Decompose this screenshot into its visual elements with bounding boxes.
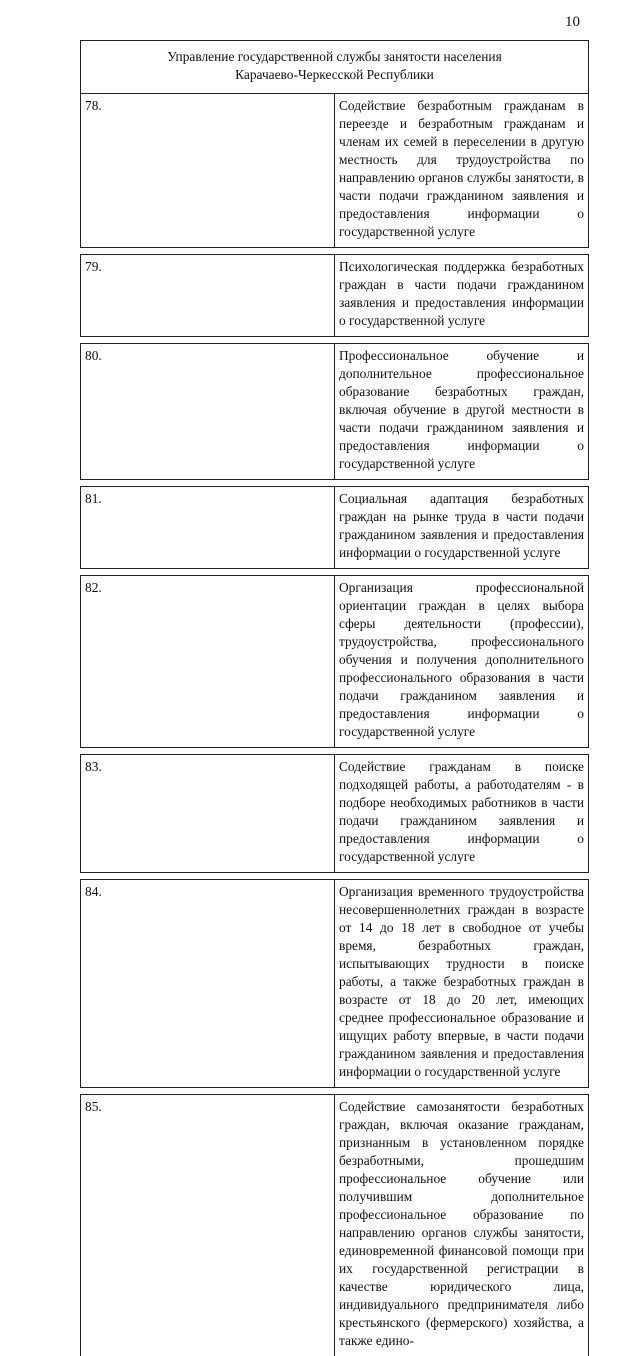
agency-header-line: Управление государственной службы занятости населения: [87, 48, 582, 66]
row-spacer-cell: [81, 337, 589, 344]
row-spacer: [81, 248, 589, 255]
table-row: [81, 755, 589, 873]
row-number: 81.: [81, 487, 335, 569]
table-row: [81, 576, 589, 748]
table-row: [81, 94, 589, 248]
agency-header: [81, 41, 589, 94]
agency-header-line: Карачаево-Черкесской Республики: [87, 66, 582, 84]
table-row: [81, 255, 589, 337]
row-spacer: [81, 1088, 589, 1095]
services-table: [80, 40, 589, 1356]
table-row: [81, 880, 589, 1088]
row-spacer-cell: [81, 748, 589, 755]
row-spacer: [81, 337, 589, 344]
row-spacer-cell: [81, 1088, 589, 1095]
row-number: 79.: [81, 255, 335, 337]
row-spacer-cell: [81, 480, 589, 487]
row-number: 85.: [81, 1095, 335, 1356]
row-text: Профессиональное обучение и дополнительное профессиональное образование безработных граждан, включая обучение в другой местности в части подачи гражданином заявления и предоставления информации о государственной услуге: [335, 344, 589, 480]
row-number: 82.: [81, 576, 335, 748]
table-row: [81, 1095, 589, 1356]
row-text: Организация временного трудоустройства несовершеннолетних граждан в возрасте от 14 до 18 лет в свободное от учебы время, безработных граждан, испытывающих трудности в поиске работы, а также безработных граждан в возрасте от 18 до 20 лет, имеющих среднее профессиональное образование и ищущих работу впервые, в части подачи гражданином заявления и предоставления информации о государственной услуге: [335, 880, 589, 1088]
row-spacer: [81, 569, 589, 576]
row-number: 84.: [81, 880, 335, 1088]
row-text: Социальная адаптация безработных граждан на рынке труда в части подачи гражданином заявления и предоставления информации о государственной услуге: [335, 487, 589, 569]
row-spacer: [81, 873, 589, 880]
page-number: 10: [565, 14, 580, 31]
row-text: Содействие безработным гражданам в переезде и безработным гражданам и членам их семей в переселении в другую местность для трудоустройства по направлению органов службы занятости, в части подачи гражданином заявления и предоставления информации о государственной услуге: [335, 94, 589, 248]
table-header-row: [81, 41, 589, 94]
table-row: [81, 344, 589, 480]
row-spacer-cell: [81, 569, 589, 576]
row-spacer: [81, 748, 589, 755]
row-text: Содействие самозанятости безработных граждан, включая оказание гражданам, признанным в установленном порядке безработными, прошедшим профессиональное обучение или получившим дополнительное профессиональное образование по направлению органов службы занятости, единовременной финансовой помощи при их государственной регистрации в качестве юридического лица, индивидуального предпринимателя либо крестьянского (фермерского) хозяйства, а также едино-: [335, 1095, 589, 1356]
row-number: 78.: [81, 94, 335, 248]
row-spacer: [81, 480, 589, 487]
row-text: Организация профессиональной ориентации граждан в целях выбора сферы деятельности (профессии), трудоустройства, профессионального обучения и получения дополнительного профессионального образования в части подачи гражданином заявления и предоставления информации о государственной услуге: [335, 576, 589, 748]
row-text: Психологическая поддержка безработных граждан в части подачи гражданином заявления и предоставления информации о государственной услуге: [335, 255, 589, 337]
row-text: Содействие гражданам в поиске подходящей работы, а работодателям - в подборе необходимых работников в части подачи гражданином заявления и предоставления информации о государственной услуге: [335, 755, 589, 873]
row-number: 80.: [81, 344, 335, 480]
row-spacer-cell: [81, 248, 589, 255]
table-row: [81, 487, 589, 569]
row-spacer-cell: [81, 873, 589, 880]
row-number: 83.: [81, 755, 335, 873]
